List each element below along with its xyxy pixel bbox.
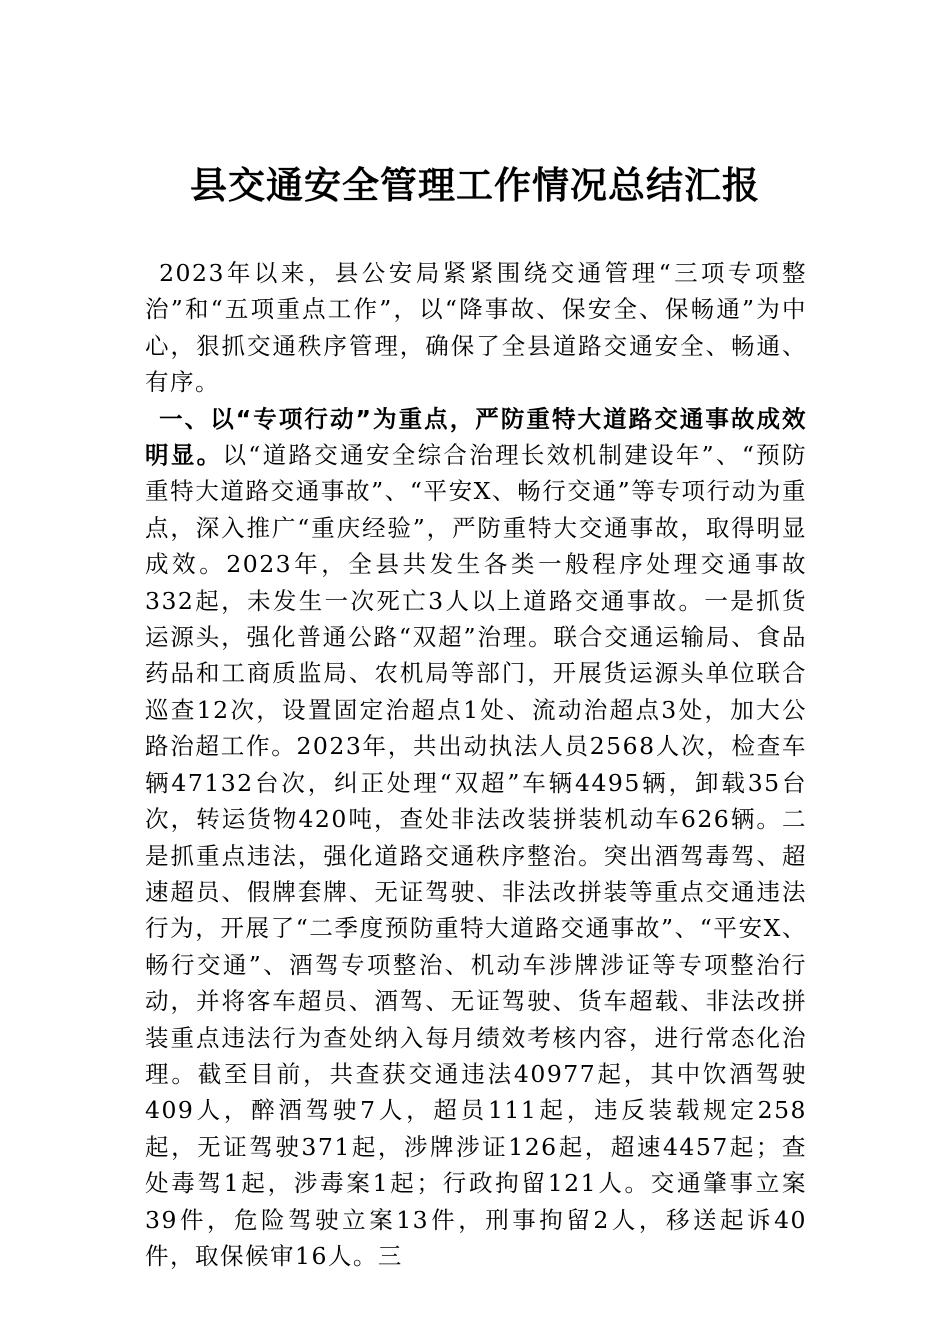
document-title: 县交通安全管理工作情况总结汇报 [190, 163, 760, 207]
document-body [145, 255, 807, 1274]
section-1-body: 以“道路交通安全综合治理长效机制建设年”、“预防重特大道路交通事故”、“平安X、畅行交通”等专项行动为重点，深入推广“重庆经验”，严防重特大交通事故，取得明显成效。2023年，全县共发生各类一般程序处理交通事故332起，未发生一次死亡3人以上道路交通事故。一是抓货运源头，强化普通公路“双超”治理。联合交通运输局、食品药品和工商质监局、农机局等部门，开展货运源头单位联合巡查12次，设置固定治超点1处、流动治超点3处，加大公路治超工作。2023年，共出动执法人员2568人次，检查车辆47132台次，纠正处理“双超”车辆4495辆，卸载35台次，转运货物420吨，查处非法改装拼装机动车626辆。二是抓重点违法，强化道路交通秩序整治。突出酒驾毒驾、超速超员、假牌套牌、无证驾驶、非法改拼装等重点交通违法行为，开展了“二季度预防重特大道路交通事故”、“平安X、畅行交通”、酒驾专项整治、机动车涉牌涉证等专项整治行动，并将客车超员、酒驾、无证驾驶、货车超载、非法改拼装重点违法行为查处纳入每月绩效考核内容，进行常态化治理。截至目前，共查获交通违法40977起，其中饮酒驾驶409人，醉酒驾驶7人，超员111起，违反装载规定258起，无证驾驶371起，涉牌涉证126起，超速4457起；查处毒驾1起，涉毒案1起；行政拘留121人。交通肇事立案39件，危险驾驶立案13件，刑事拘留2人，移送起诉40件，取保候审16人。三 [145, 441, 808, 1270]
intro-paragraph: 2023年以来，县公安局紧紧围绕交通管理“三项专项整治”和“五项重点工作”，以“降事故、保安全、保畅通”为中心，狠抓交通秩序管理，确保了全县道路交通安全、畅通、有序。 [145, 259, 807, 397]
section-1-paragraph [145, 401, 807, 1275]
section-1-heading: 一、以“专项行动”为重点，严防重特大道路交通事故成效明显。 [145, 404, 807, 470]
